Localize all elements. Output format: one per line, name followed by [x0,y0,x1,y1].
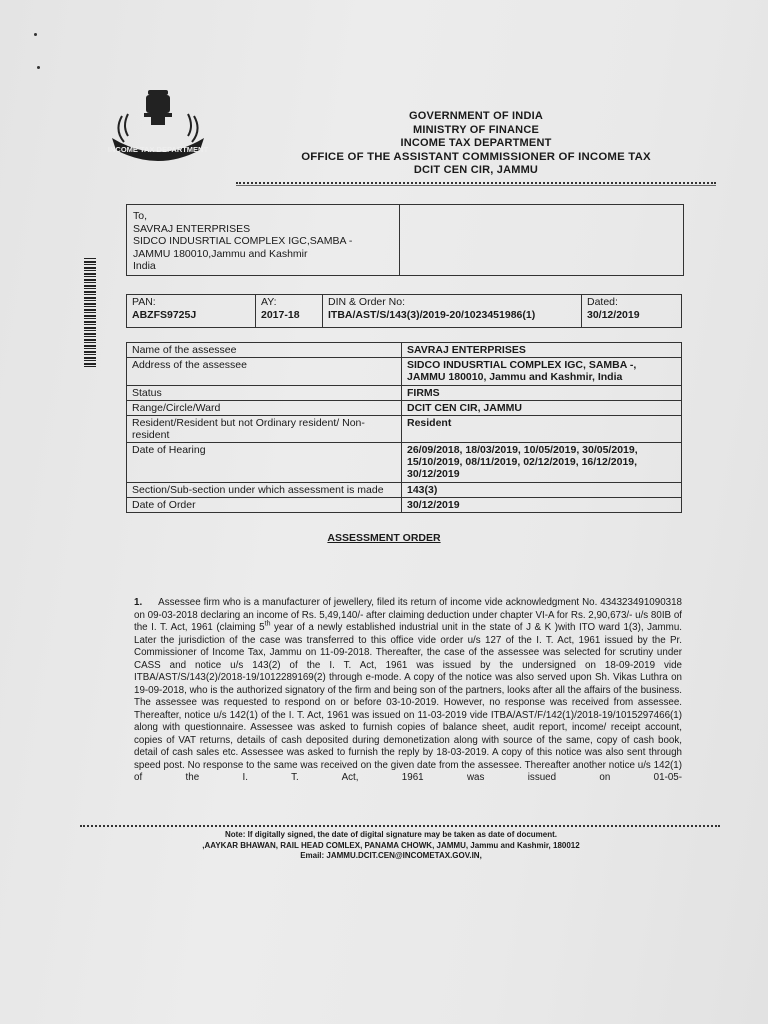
header-line: INCOME TAX DEPARTMENT [400,137,552,149]
speck [37,66,40,69]
header-line: OFFICE OF THE ASSISTANT COMMISSIONER OF INCOME TAX [301,150,651,163]
barcode [84,258,96,368]
detail-value: Resident [402,416,682,443]
detail-label: Date of Order [127,498,402,513]
detail-value: FIRMS [402,386,682,401]
emblem-text: INCOME TAX DEPARTMENT [107,145,209,154]
header-rule [236,182,716,184]
addressee-address: India [133,260,156,272]
reference-table [126,294,682,328]
table-row [127,401,682,416]
to-label: To, [133,210,148,222]
detail-label: Range/Circle/Ward [127,401,402,416]
table-row [127,343,682,358]
detail-label: Section/Sub-section under which assessment is made [127,483,402,498]
table-row [127,498,682,513]
footer [136,830,646,862]
dated-value: 30/12/2019 [587,308,640,321]
speck [34,33,37,36]
table-row [127,358,682,386]
detail-value: DCIT CEN CIR, JAMMU [402,401,682,416]
ay-label: AY: [261,296,277,308]
paragraph-number: 1. [134,597,143,608]
din-value: ITBA/AST/S/143(3)/2019-20/1023451986(1) [328,308,536,321]
header-rule [236,185,716,186]
detail-label: Date of Hearing [127,443,402,483]
detail-value: SAVRAJ ENTERPRISES [402,343,682,358]
detail-label: Status [127,386,402,401]
footer-email: Email: JAMMU.DCIT.CEN@INCOMETAX.GOV.IN, [300,851,482,860]
superscript: th [264,620,271,628]
pan-label: PAN: [132,296,156,308]
header-line: MINISTRY OF FINANCE [412,123,540,136]
dated-label: Dated: [587,296,618,308]
income-tax-emblem-logo [100,86,216,162]
addressee-box [126,204,684,276]
footer-address: ,AAYKAR BHAWAN, RAIL HEAD COMLEX, PANAMA CHOWK, JAMMU, Jammu and Kashmir, 180012 [202,840,580,850]
box-divider [399,205,400,275]
detail-value: 30/12/2019 [402,498,682,513]
detail-value: 26/09/2018, 18/03/2019, 10/05/2019, 30/05/2019, 15/10/2019, 08/11/2019, 02/12/2019, 16/12/2019, 30/12/2019 [402,443,682,483]
footer-note: Note: If digitally signed, the date of digital signature may be taken as date of document. [224,830,558,839]
addressee-name: SAVRAJ ENTERPRISES [133,222,251,235]
detail-label: Resident/Resident but not Ordinary resident/ Non-resident [127,416,402,443]
detail-value: 143(3) [402,483,682,498]
letterhead [226,110,726,178]
header-line: GOVERNMENT OF INDIA [409,110,543,122]
addressee-address: SIDCO INDUSRTIAL COMPLEX IGC,SAMBA - [133,235,353,247]
detail-label: Name of the assessee [127,343,402,358]
paragraph-text: year of a newly established industrial unit in the state of J & K )with ITO ward 1(3), Jammu. Later the jurisdiction of the case was transferred to this office vide order u/s 127 of the I. T. Act, 1961 issued by the Pr. Commissioner of Income Tax, Jammu on 11-09-2018. Thereafter, the case of the assessee was selected for scrutiny under CASS and notice u/s 143(2) of the I. T. Act, 1961 was issued by the undersigned on 18-09-2019 vide ITBA/AST/S/143(2)/2018-19/1012289169(2) through e-mode. A copy of the notice was also served upon Sh. Vikas Luthra on 19-09-2018, who is the authorized signatory of the firm and being son of the partners, looks after all the affairs of the business. The assessee was requested to respond on or before 03-10-2019. However, no response was received from assessee. Thereafter, notice u/s 142(1) of the I. T. Act, 1961 was issued on 11-03-2019 vide ITBA/AST/F/142(1)/2018-19/1015297466(1) along with questionnaire. Assessee was asked to furnish copies of balance sheet, audit report, income/ receipt account, copies of VAT returns, details of cash deposited during demonetization along with source of the same, copy of cash book, detail of cash sales etc. Assessee was asked to furnish the reply by 18-03-2019. A copy of this notice was also sent through speed post. No response to the same was received on the given date from the assessee. Thereafter another notice u/s 142(1) of the I. T. Act, 1961 was issued on 01-05- [134,622,682,783]
footer-rule [80,825,720,827]
table-row [127,416,682,443]
order-title: ASSESSMENT ORDER [327,532,441,544]
table-row [127,483,682,498]
detail-label: Address of the assessee [127,358,402,386]
pan-value: ABZFS9725J [132,308,197,321]
table-row [127,443,682,483]
header-line: DCIT CEN CIR, JAMMU [413,164,539,176]
assessee-details-table [126,342,682,513]
addressee-address: JAMMU 180010,Jammu and Kashmir [133,247,308,260]
paragraph-text: Assessee firm who is a manufacturer of jewellery, filed its return of income vide acknowledgment No. 434323491090318 on 09-03-2018 declaring an income of Rs. 5,49,140/- after claiming deduction under chapter VI-A for Rs. 2,90,673/- u/s 80IB of the I. T. Act, 1961 (claiming 5 [134,597,682,633]
ay-value: 2017-18 [261,308,300,321]
table-row [127,386,682,401]
din-label: DIN & Order No: [328,296,406,308]
order-paragraph [134,597,682,785]
detail-value: SIDCO INDUSRTIAL COMPLEX IGC, SAMBA -, JAMMU 180010, Jammu and Kashmir, India [402,358,682,386]
